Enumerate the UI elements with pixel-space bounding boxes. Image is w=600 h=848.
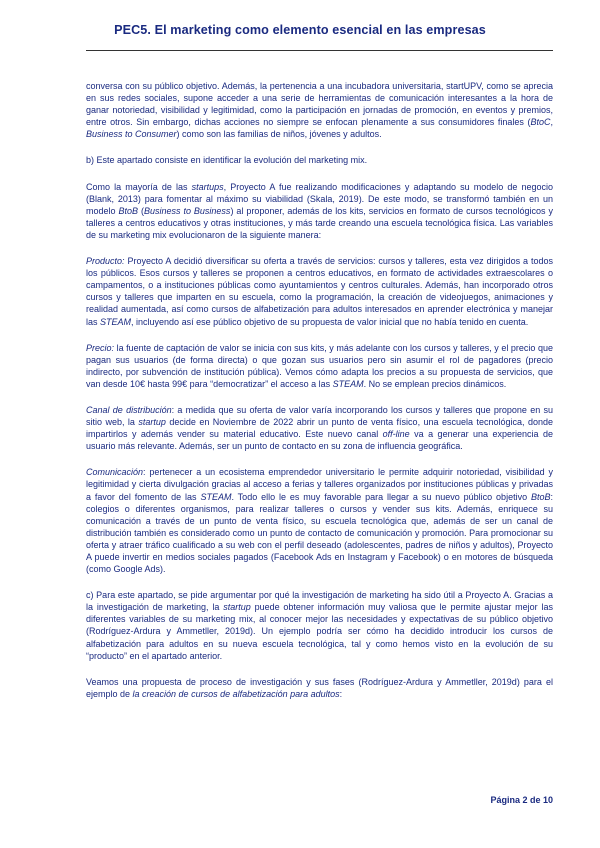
paragraph-producto: Producto: Proyecto A decidió diversificar su oferta a través de servicios: cursos y talleres, esta vez dirigidos a todos los públicos. Esos cursos y talleres se proponen a centros educativos, en formato de actividades extraescolares o campamentos, o a instituciones públicas como ayuntamientos y centros culturales. Además, han incorporado otros cursos y talleres que imparten en su escuela, como la programación, la creación de videojuegos, animaciones y realidad aumentada, así como cursos de alfabetización para adultos interesados en aprender electrónica y manejar las STEAM, incluyendo así ese público objetivo de su propuesta de valor inicial que no había tenido en cuenta. <box>86 256 553 327</box>
paragraph-research-proposal: Veamos una propuesta de proceso de investigación y sus fases (Rodríguez-Ardura y Ammetller, 2019d) para el ejemplo de la creación de cursos de alfabetización para adultos: <box>86 676 553 699</box>
paragraph-startups: Como la mayoría de las startups, Proyecto A fue realizando modificaciones y adaptando su modelo de negocio (Blank, 2013) para fomentar al máximo su viabilidad (Skala, 2019). De este modo, se transformó también en un modelo BtoB (Business to Business) al proponer, además de los kits, servicios en formato de cursos tecnológicos y talleres a centros educativos y otras instituciones, y más tarde creando una escuela tecnológica física. Las variables de su marketing mix evolucionaron de la siguiente manera: <box>86 181 554 240</box>
header-divider <box>86 50 553 51</box>
paragraph-precio: Precio: la fuente de captación de valor se inicia con sus kits, y más adelante con los cursos y talleres, y el precio que pagan sus usuarios (de forma directa) o que gozan sus usuarios pero sin asumir el rol de pagadores (precio indirecto, por subvención de institución pública). Vemos cómo adapta los precios a su propuesta de servicios, que van desde 10€ hasta 99€ para “democratizar” el acceso a las STEAM. No se emplean precios dinámicos. <box>86 342 553 389</box>
paragraph-section-b: b) Este apartado consiste en identificar la evolución del marketing mix. <box>86 155 368 166</box>
paragraph-section-c: c) Para este apartado, se pide argumentar por qué la investigación de marketing ha sido útil a Proyecto A. Gracias a la investigación de marketing, la startup puede obtener información muy valiosa que le permite ajustar mejor las diferentes variables de su marketing mix, al conocer mejor las necesidades y expectativas de su público objetivo (Rodríguez-Ardura y Ammetller, 2019d). Un ejemplo podría ser cómo ha decidido introducir los cursos de alfabetización para adultos en su nueva escuela tecnológica, tal y como hemos visto en la evolución de su “producto” en el apartado anterior. <box>86 590 553 661</box>
header-title: PEC5. El marketing como elemento esencial en las empresas <box>114 23 486 37</box>
paragraph-comunicacion: Comunicación: pertenecer a un ecosistema emprendedor universitario le permite adquirir notoriedad, visibilidad y legitimidad y cierta divulgación gracias al acceso a ferias y talleres organizados por instituciones públicas y privadas a favor del fomento de las STEAM. Todo ello le es muy favorable para llegar a su nuevo público objetivo BtoB: colegios o diferentes organismos, para realizar talleres o cursos y vender sus kits. Además, enriquece su comunicación a través de un punto de venta físico, su escuela tecnológica que, además de ser un canal de distribución también es considerado como un punto de contacto de comunicación y promoción. Para promocionar su oferta y atraer tráfico cualificado a su web con el perfil deseado (adolescentes, padres de niños y adultos), Proyecto A puede invertir en medios sociales pagados (Facebook Ads en Instagram y Facebook) o en motores de búsqueda (como Google Ads). <box>86 467 554 575</box>
paragraph-canal-distribucion: Canal de distribución: a medida que su oferta de valor varía incorporando los cursos y talleres que propone en su sitio web, la startup decide en Noviembre de 2022 abrir un punto de venta físico, una escuela tecnológica, donde impartirlos y además vender su material educativo. Este nuevo canal off-line va a generar una experiencia de usuario más relevante. Además, ser un punto de contacto en su zona de influencia geográfica. <box>86 404 553 452</box>
document-body <box>86 80 553 714</box>
page-number: Página 2 de 10 <box>490 795 553 805</box>
paragraph-communication-intro: conversa con su público objetivo. Además, la pertenencia a una incubadora universitaria, startUPV, como se aprecia en sus redes sociales, supone acceder a una serie de herramientas de comunicación interesantes a la hora de ganar notoriedad, visibilidad y legitimidad, como la participación en jornadas de promoción, en eventos y premios, entre otros. Sin embargo, dichas acciones no siempre se enfocan plenamente a sus consumidores finales (BtoC, Business to Consumer) como son las familias de niños, jóvenes y adultos. <box>86 81 553 140</box>
